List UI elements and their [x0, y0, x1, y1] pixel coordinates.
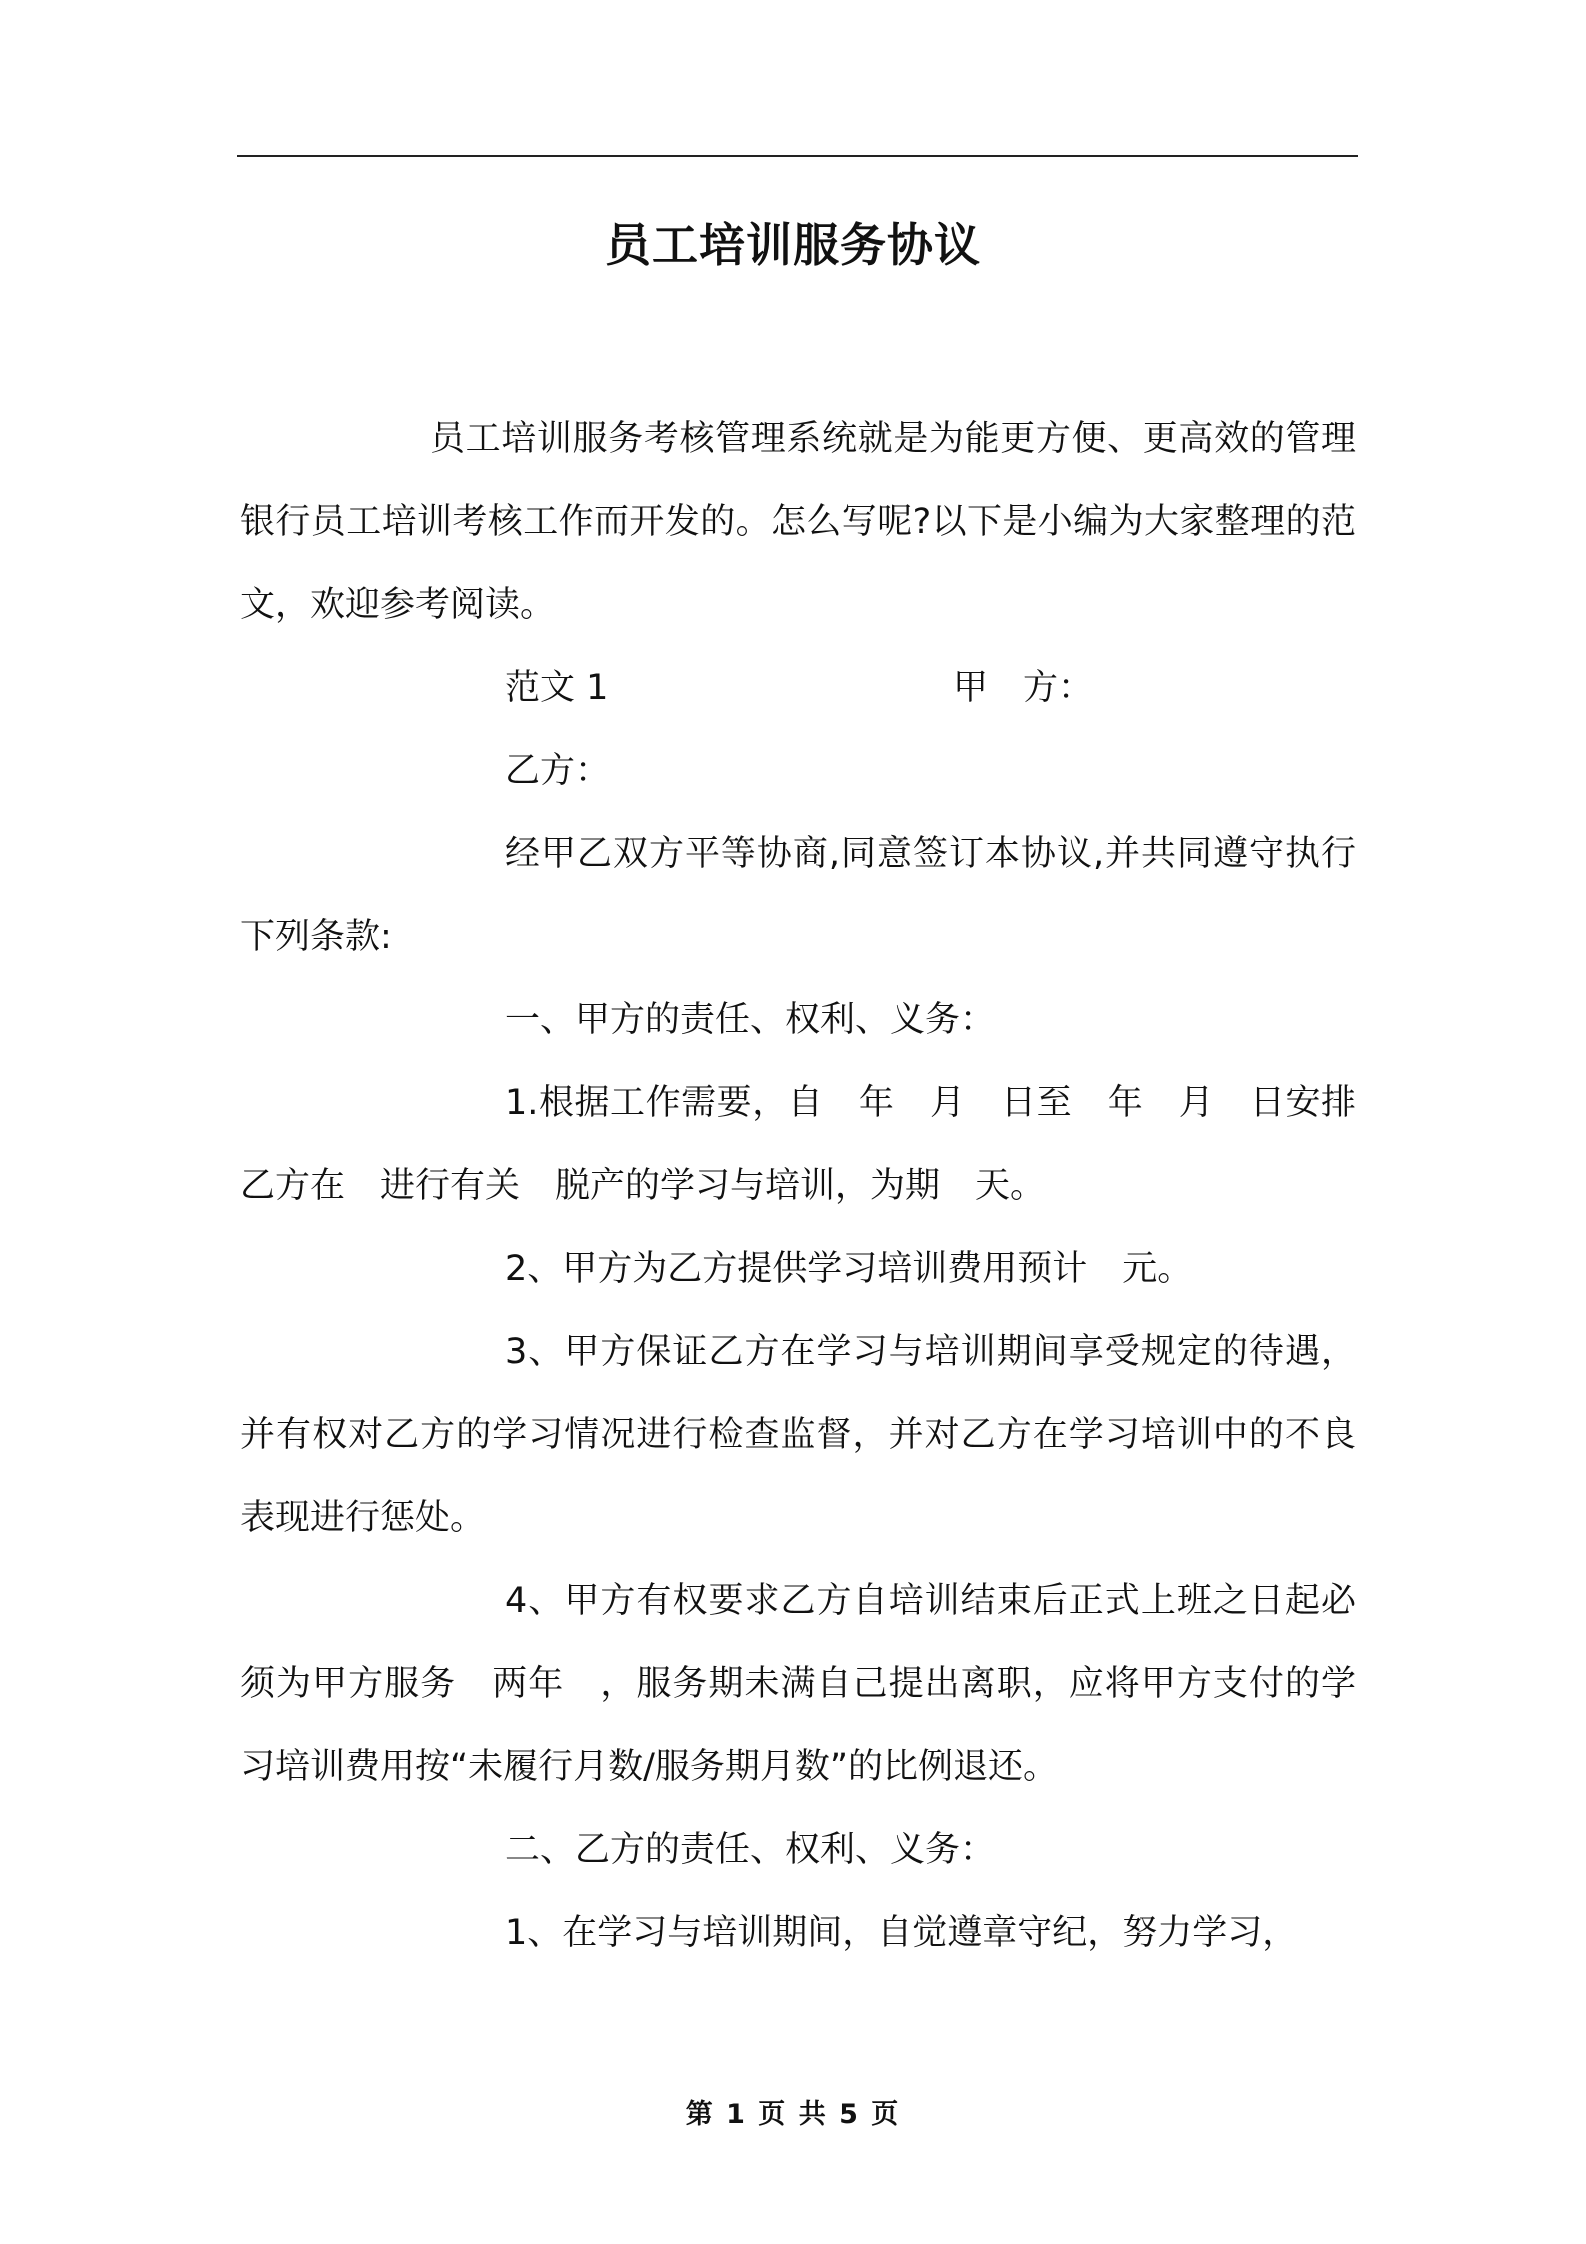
section2-heading: 二、乙方的责任、权利、义务：	[505, 1830, 996, 1870]
section1-item3: 3、甲方保证乙方在学习与培训期间享受规定的待遇，并有权对乙方的学习情况进行检查监督，并对乙方在学习培训中的不良表现进行惩处。	[240, 1332, 1356, 1538]
party-b-label: 乙方：	[505, 751, 611, 791]
sample-label: 范文 1	[505, 668, 609, 708]
party-row	[240, 647, 1356, 730]
intro-paragraph: 员工培训服务考核管理系统就是为能更方便、更高效的管理银行员工培训考核工作而开发的。怎么写呢?以下是小编为大家整理的范文，欢迎参考阅读。	[240, 419, 1356, 625]
section1-heading: 一、甲方的责任、权利、义务：	[505, 1000, 996, 1040]
section2-item1: 1、在学习与培训期间，自觉遵章守纪，努力学习，	[505, 1913, 1298, 1953]
section1-item2: 2、甲方为乙方提供学习培训费用预计 元。	[505, 1249, 1193, 1289]
section1-item1: 1.根据工作需要，自 年 月 日至 年 月 日安排乙方在 进行有关 脱产的学习与培训，为期 天。	[240, 1083, 1356, 1206]
section1-item4: 4、甲方有权要求乙方自培训结束后正式上班之日起必须为甲方服务 两年 ，服务期未满自己提出离职，应将甲方支付的学习培训费用按“未履行月数/服务期月数”的比例退还。	[240, 1581, 1356, 1787]
page-number-footer: 第 1 页 共 5 页	[685, 2099, 901, 2130]
preamble-paragraph: 经甲乙双方平等协商,同意签订本协议,并共同遵守执行下列条款:	[240, 834, 1356, 957]
document-body	[240, 398, 1356, 1975]
document-title: 员工培训服务协议	[605, 218, 981, 272]
party-a-label: 甲 方：	[953, 668, 1094, 708]
header-divider	[237, 155, 1358, 157]
